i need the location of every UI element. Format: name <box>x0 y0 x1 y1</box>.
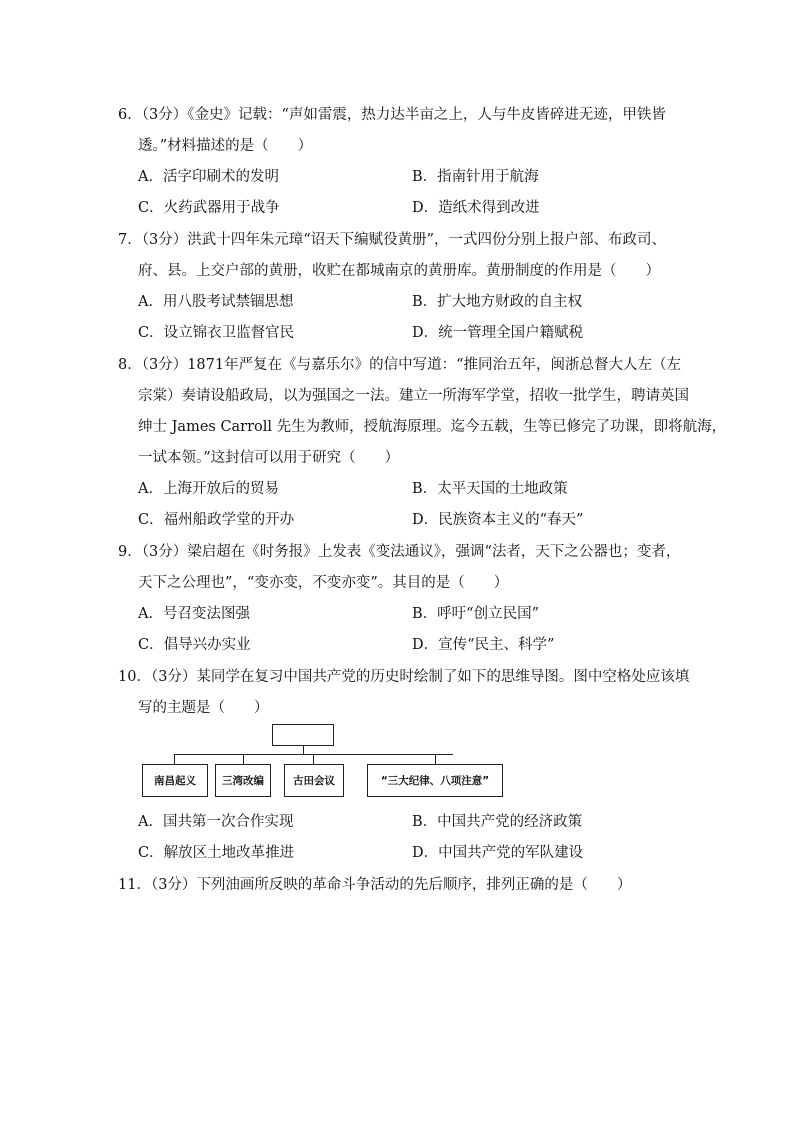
question-9-option-c[interactable]: C．倡导兴办实业 <box>138 637 251 653</box>
question-6-line-1: 6．（3分）《金史》记载：“声如雷震，热力达半亩之上，人与牛皮皆碎进无迹，甲铁皆 <box>118 107 666 123</box>
mind-map-blank-topic <box>272 724 334 746</box>
question-8-line-1: 8．（3分）1871年严复在《与嘉乐尔》的信中写道：“推同治五年，闽浙总督大人左（左 <box>118 357 682 373</box>
question-8-line-4: 一试本领。”这封信可以用于研究（ ） <box>138 450 400 466</box>
question-8-line-2: 宗棠）奏请设船政局，以为强国之一法。建立一所海军学堂，招收一批学生，聘请英国 <box>138 388 689 404</box>
question-6-option-b[interactable]: B．指南针用于航海 <box>412 169 539 185</box>
question-10-option-d[interactable]: D．中国共产党的军队建设 <box>412 845 584 861</box>
question-10-option-a[interactable]: A．国共第一次合作实现 <box>138 814 294 830</box>
question-7-option-c[interactable]: C．设立锦衣卫监督官民 <box>138 325 295 341</box>
question-8-option-c[interactable]: C．福州船政学堂的开办 <box>138 512 295 528</box>
question-11-line-1: 11．（3分）下列油画所反映的革命斗争活动的先后顺序，排列正确的是（ ） <box>118 877 632 893</box>
mind-map-stem <box>303 746 304 754</box>
question-9-line-2: 天下之公理也”，“变亦变，不变亦变”。其目的是（ ） <box>138 575 509 591</box>
mind-map-node-4: “三大纪律、八项注意” <box>367 764 503 797</box>
question-9-option-b[interactable]: B．呼吁“创立民国” <box>412 606 539 622</box>
question-6-option-c[interactable]: C．火药武器用于战争 <box>138 200 280 216</box>
question-8-line-3: 绅士 James Carroll 先生为教师，授航海原理。迄今五载，生等已修完了功课，即将航海， <box>138 419 727 435</box>
question-8-option-d[interactable]: D．民族资本主义的“春天” <box>412 512 584 528</box>
question-10-option-c[interactable]: C．解放区土地改革推进 <box>138 845 295 861</box>
mind-map-node-1: 南昌起义 <box>142 764 208 797</box>
question-8-option-b[interactable]: B．太平天国的土地政策 <box>412 481 568 497</box>
question-10-option-b[interactable]: B．中国共产党的经济政策 <box>412 814 583 830</box>
question-6-option-d[interactable]: D．造纸术得到改进 <box>412 200 540 216</box>
question-9-option-a[interactable]: A．号召变法图强 <box>138 606 250 622</box>
mind-map-connector-1 <box>174 754 175 764</box>
question-8-option-a[interactable]: A．上海开放后的贸易 <box>138 481 279 497</box>
question-7-line-2: 府、县。上交户部的黄册，收贮在都城南京的黄册库。黄册制度的作用是（ ） <box>138 263 660 279</box>
question-6-line-2: 透。”材料描述的是（ ） <box>138 138 313 154</box>
question-6-option-a[interactable]: A．活字印刷术的发明 <box>138 169 279 185</box>
mind-map-node-3: 古田会议 <box>284 764 344 797</box>
mind-map-connector-2 <box>243 754 244 764</box>
question-10-line-1: 10．（3分）某同学在复习中国共产党的历史时绘制了如下的思维导图。图中空格处应该填 <box>118 669 690 685</box>
question-7-option-d[interactable]: D．统一管理全国户籍赋税 <box>412 325 584 341</box>
question-9-option-d[interactable]: D．宣传“民主、科学” <box>412 637 555 653</box>
question-7-line-1: 7．（3分）洪武十四年朱元璋“诏天下编赋役黄册”，一式四份分别上报户部、布政司、 <box>118 232 667 248</box>
mind-map-node-2: 三湾改编 <box>215 764 271 797</box>
question-9-line-1: 9．（3分）梁启超在《时务报》上发表《变法通议》，强调“法者，天下之公器也；变者， <box>118 544 681 560</box>
question-10-line-2: 写的主题是（ ） <box>138 700 269 716</box>
mind-map-diagram <box>142 724 504 800</box>
mind-map-connector-3 <box>313 754 314 764</box>
mind-map-connector-4 <box>435 754 436 764</box>
question-7-option-a[interactable]: A．用八股考试禁锢思想 <box>138 294 294 310</box>
question-7-option-b[interactable]: B．扩大地方财政的自主权 <box>412 294 583 310</box>
